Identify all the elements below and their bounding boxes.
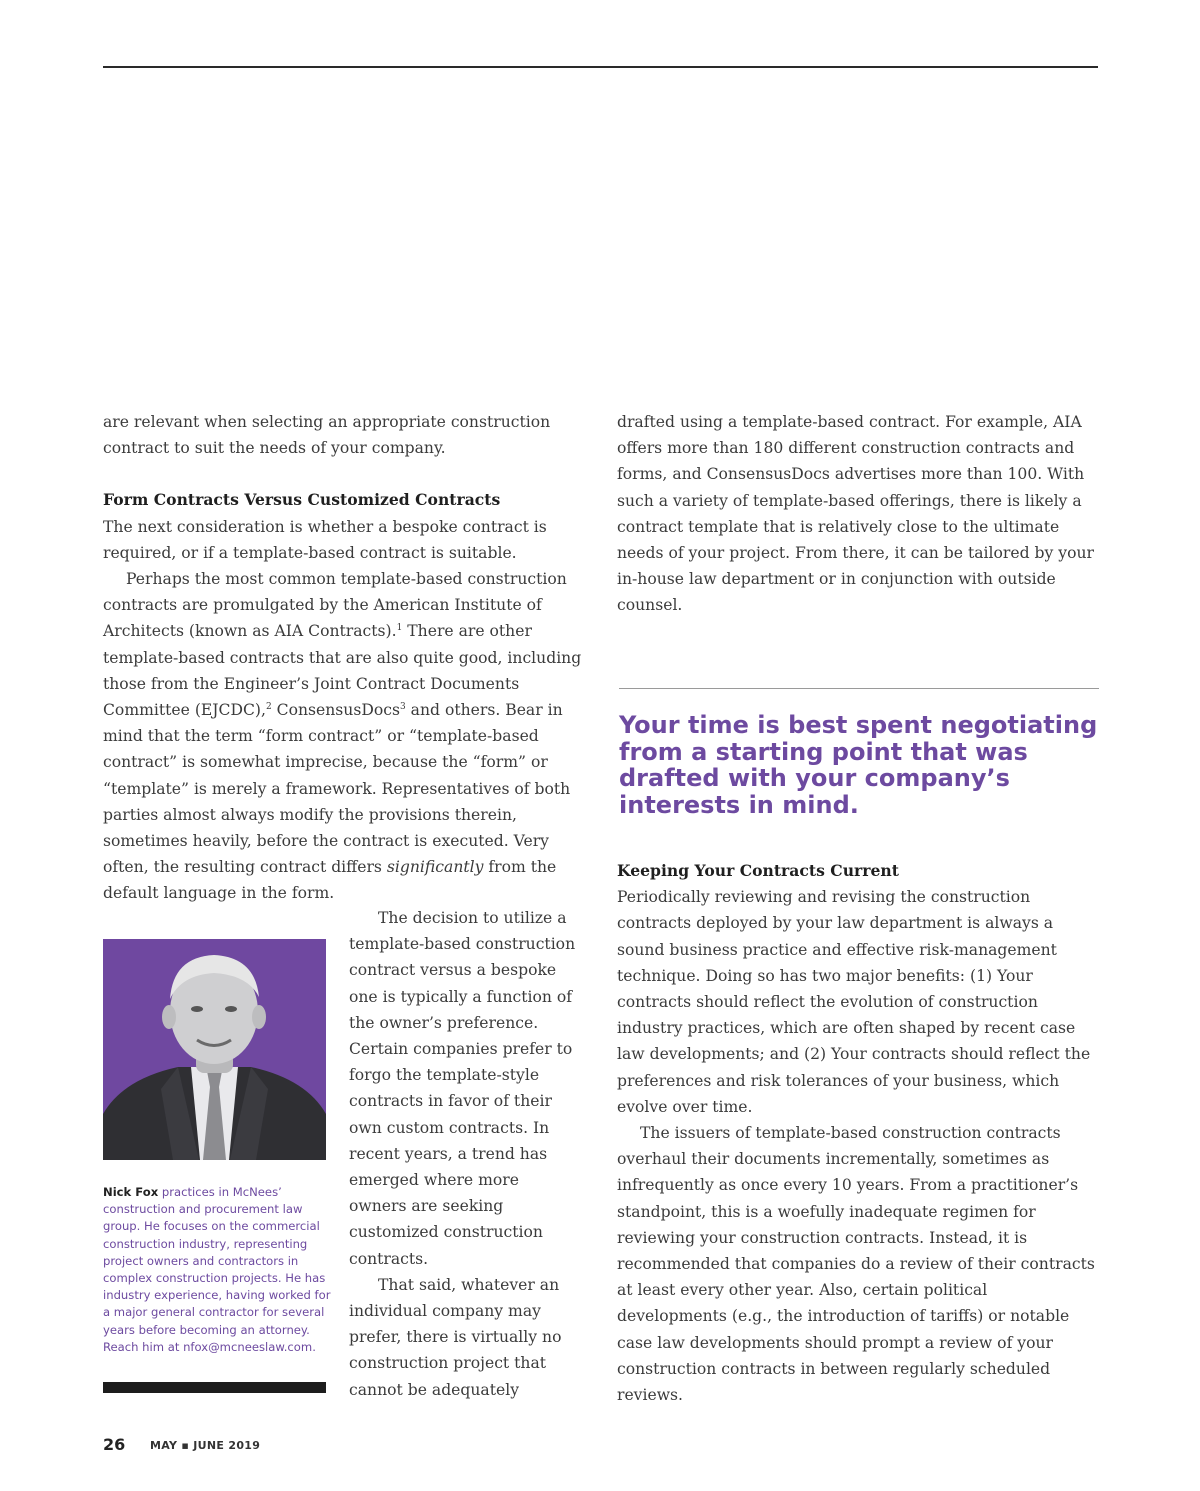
footnote-marker: 3 bbox=[399, 701, 406, 712]
paragraph: drafted using a template-based contract. For example, AIA offers more than 180 different construction contracts and forms, and ConsensusDocs advertises more than 100. With such a variety of template-based offerings, there is likely a contract template that is relatively close to the ultimate needs of your project. From there, it can be tailored by your in-house law department or in conjunction with outside counsel. bbox=[617, 413, 1094, 615]
section-heading: Form Contracts Versus Customized Contracts bbox=[103, 490, 501, 510]
right-column bbox=[617, 409, 1102, 619]
right-column-lower bbox=[617, 858, 1102, 1408]
left-column bbox=[103, 409, 585, 907]
author-name: Nick Fox bbox=[103, 1185, 159, 1199]
author-bio-text: practices in McNees’ construction and procurement law group. He focuses on the commercial construction industry, representing project owners and contractors in complex construction projects. He has industry experience, having worked for a major general contractor for several years before becoming an attorney. Reach him at nfox@mcneeslaw.com. bbox=[103, 1185, 331, 1354]
paragraph: The next consideration is whether a bespoke contract is required, or if a template-based contract is suitable. bbox=[103, 517, 547, 562]
section-heading: Keeping Your Contracts Current bbox=[617, 861, 899, 880]
pull-quote-rule bbox=[619, 688, 1099, 689]
intro-line: contract to suit the needs of your company. bbox=[103, 439, 446, 458]
page-number: 26 bbox=[103, 1435, 126, 1454]
footnote-marker: 2 bbox=[265, 701, 272, 712]
author-portrait bbox=[103, 939, 326, 1160]
paragraph: That said, whatever an individual company may prefer, there is virtually no construction project that cannot be adequately bbox=[349, 1275, 562, 1399]
author-photo bbox=[103, 939, 326, 1160]
paragraph: The decision to utilize a template-based construction contract versus a bespoke one is typically a function of the owner’s preference. Certain companies prefer to forgo the template-style contracts in favor of their own custom contracts. In recent years, a trend has emerged where more owners are seeking customized construction contracts. bbox=[349, 909, 576, 1268]
emphasis: significantly bbox=[386, 858, 484, 877]
paragraph: Periodically reviewing and revising the construction contracts deployed by your law department is always a sound business practice and effective risk-management technique. Doing so has two major benefits: (1) Your contracts should reflect the evolution of construction industry practices, which are often shaped by recent case law developments; and (2) Your contracts should reflect the preferences and risk tolerances of your business, which evolve over time. bbox=[617, 888, 1091, 1116]
intro-line: are relevant when selecting an appropriate construction bbox=[103, 413, 551, 431]
top-rule bbox=[103, 66, 1098, 68]
issue-date: MAY ▪ JUNE 2019 bbox=[150, 1439, 261, 1452]
paragraph: The issuers of template-based construction contracts overhaul their documents incrementally, sometimes as infrequently as once every 10 years. From a practitioner’s standpoint, this is a woefully inadequate regimen for reviewing your construction contracts. Instead, it is recommended that companies do a review of their contracts at least every other year. Also, certain political developments (e.g., the introduction of tariffs) or notable case law developments should prompt a review of your construction contracts in between regularly scheduled reviews. bbox=[617, 1124, 1095, 1405]
narrow-column bbox=[349, 905, 581, 1403]
author-bio bbox=[103, 1184, 331, 1356]
pull-quote: Your time is best spent negotiating from a starting point that was drafted with your company’s interests in mind. bbox=[619, 711, 1098, 819]
caption-bar bbox=[103, 1382, 326, 1393]
paragraph: Perhaps the most common template-based construction contracts are promulgated by the American Institute of Architects (known as AIA Contracts).$^1$ There are other template-based contracts that are also quite good, including those from the Engineer’s Joint Contract Documents Committee (EJCDC),$^2$ ConsensusDocs$^3$ and others. Bear in mind that the term “form contract” or “template-based contract” is somewhat imprecise, because the “form” or “template” is merely a framework. Representatives of both parties almost always modify the provisions therein, sometimes heavily, before the contract is executed. Very often, the resulting contract differs significantly from the default language in the form. bbox=[103, 570, 582, 903]
footnote-marker: 1 bbox=[396, 623, 403, 634]
